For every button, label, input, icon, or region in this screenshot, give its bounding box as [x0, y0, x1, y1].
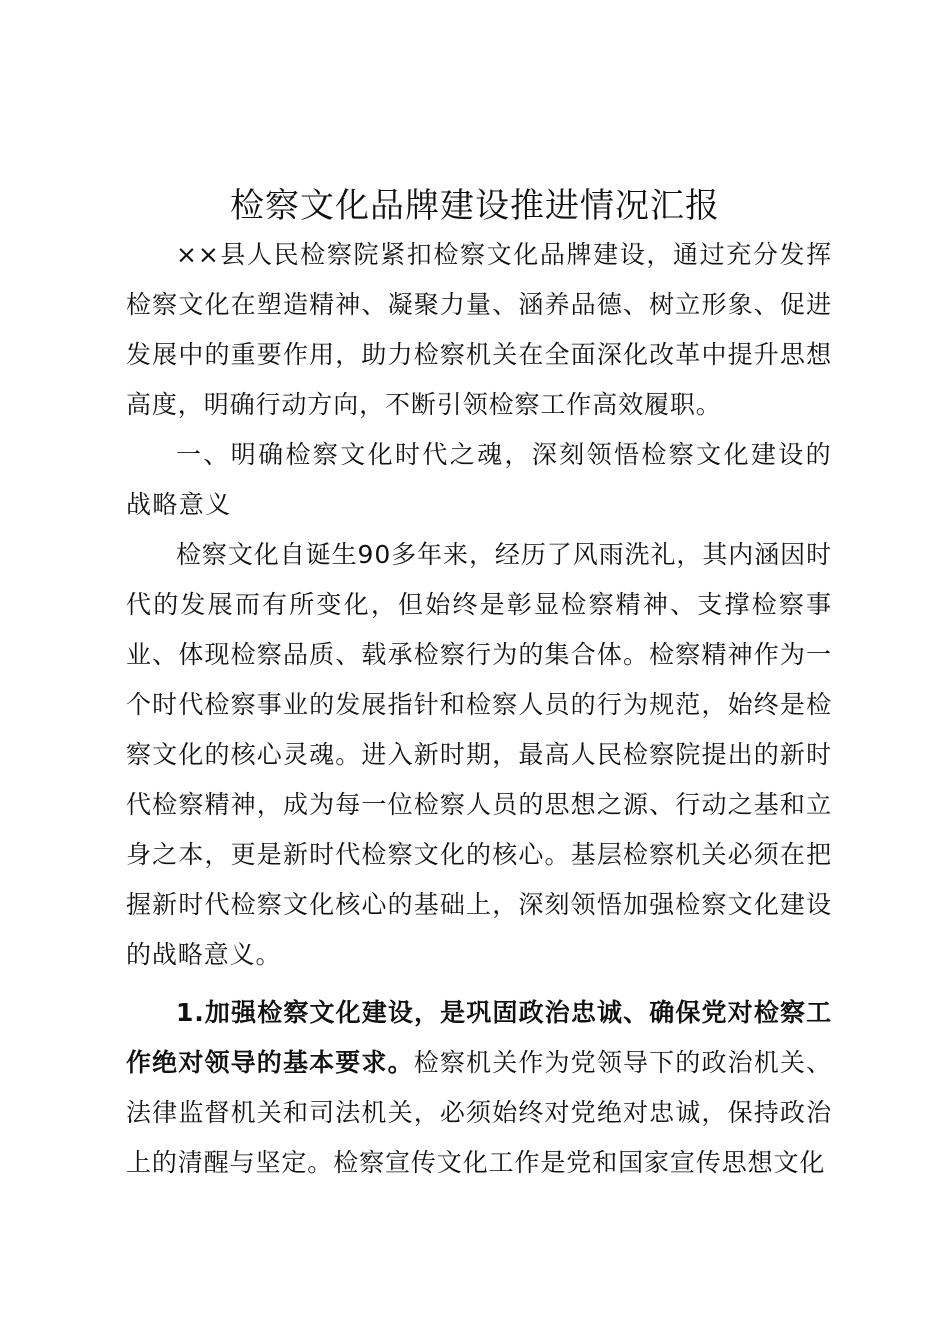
section-1-paragraph: 检察文化自诞生90多年来，经历了风雨洗礼，其内涵因时代的发展而有所变化，但始终是彰显检察精神、支撑检察事业、体现检察品质、载承检察行为的集合体。检察精神作为一个时代检察事业的发展指针和检察人员的行为规范，始终是检察文化的核心灵魂。进入新时期，最高人民检察院提出的新时代检察精神，成为每一位检察人员的思想之源、行动之基和立身之本，更是新时代检察文化的核心。基层检察机关必须在把握新时代检察文化核心的基础上，深刻领悟加强检察文化建设的战略意义。 [126, 540, 832, 969]
intro-paragraph: ××县人民检察院紧扣检察文化品牌建设，通过充分发挥检察文化在塑造精神、凝聚力量、涵养品德、树立形象、促进发展中的重要作用，助力检察机关在全面深化改革中提升思想高度，明确行动方向，不断引领检察工作高效履职。 [126, 240, 832, 419]
point-1-lead: 1.加强检察文化建设，是巩固政治忠诚、确保党对检察工作绝对领导的基本要求。 [126, 998, 832, 1077]
section-1-heading: 一、明确检察文化时代之魂，深刻领悟检察文化建设的战略意义 [126, 440, 832, 519]
point-1-paragraph [126, 988, 832, 1188]
document-title: 检察文化品牌建设推进情况汇报 [230, 186, 720, 226]
document-body [126, 230, 832, 1188]
point-1-body: 检察机关作为党领导下的政治机关、法律监督机关和司法机关，必须始终对党绝对忠诚，保持政治上的清醒与坚定。检察宣传文化工作是党和国家宣传思想文化 [126, 1048, 832, 1177]
